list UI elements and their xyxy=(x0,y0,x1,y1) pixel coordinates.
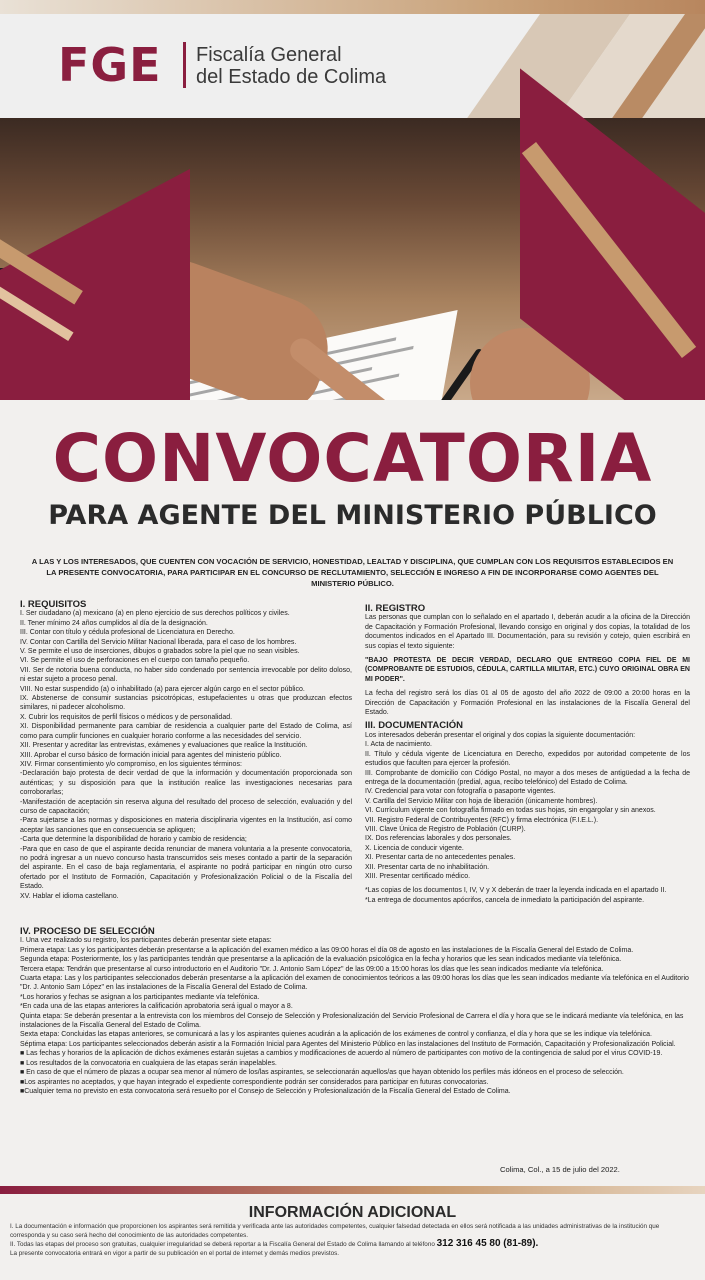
documento-item: XIII. Presentar certificado médico. xyxy=(365,872,471,880)
requisito-item: -Manifestación de aceptación sin reserva alguna del resultado del proceso de selección, evaluación y del curso de capacitación; xyxy=(20,798,352,815)
documentacion-note: *Las copias de los documentos I, IV, V y X deberán de traer la leyenda indicada en el apartado II. xyxy=(365,887,667,895)
info-heading: INFORMACIÓN ADICIONAL xyxy=(248,1204,457,1221)
requisitos-heading: I. REQUISITOS xyxy=(20,599,87,610)
requisitos-section xyxy=(20,600,352,901)
documento-item: XII. Presentar carta de no inhabilitación. xyxy=(365,863,490,871)
requisito-item: VIII. No estar suspendido (a) o inhabilitado (a) para ejercer algún cargo en el sector público. xyxy=(20,685,305,693)
requisito-item: XI. Disponibilidad permanente para cambiar de residencia a cualquier parte del Estado de Colima, así como para cumplir funciones en cualquier horario conforme a las necesidades del servicio. xyxy=(20,723,352,740)
requisito-item: I. Ser ciudadano (a) mexicano (a) en pleno ejercicio de sus derechos políticos y civiles. xyxy=(20,610,290,618)
requisito-item: IX. Abstenerse de consumir sustancias psicotrópicas, estupefacientes u otras que produzcan efectos similares, ni padecer alcoholismo. xyxy=(20,695,352,712)
logo-name-line1: Fiscalía General xyxy=(196,44,342,66)
requisito-item: -Carta que determine la disponibilidad de horario y cambio de residencia; xyxy=(20,836,247,844)
documento-item: X. Licencia de conducir vigente. xyxy=(365,844,464,852)
requisito-item: VII. Ser de notoria buena conducta, no haber sido condenado por sentencia irrevocable por delito doloso, ni estar sujeto a proceso penal. xyxy=(20,666,352,684)
documento-item: VII. Registro Federal de Contribuyentes (RFC) y firma electrónica (F.I.E.L.). xyxy=(365,816,599,824)
header-gold-band xyxy=(0,0,705,14)
requisito-item: III. Contar con título y cédula profesional de Licenciatura en Derecho. xyxy=(20,629,235,637)
info-line2: II. Todas las etapas del proceso son gratuitas, cualquier irregularidad se deberá reportar a la Fiscalía General del Estado de Colima llamando al teléfono xyxy=(10,1241,435,1249)
documento-item: IV. Credencial para votar con fotografía o pasaporte vigentes. xyxy=(365,788,556,796)
documento-item: III. Comprobante de domicilio con Código Postal, no mayor a dos meses de antigüedad a la fecha de entrega de la documentación (predial, agua, recibo telefónico) del Estado de Colima. xyxy=(365,769,690,786)
footer-gold-band xyxy=(0,1186,705,1194)
seleccion-item: ■Los aspirantes no aceptados, y que hayan integrado el expediente correspondiente podrán ser considerados para participar en futuras convocatorias. xyxy=(20,1078,489,1086)
documento-item: II. Título y cédula vigente de Licenciatura en Derecho, expedidos por autoridad competente de los estudios que faculten para ejercer la profesión. xyxy=(365,750,690,768)
documentacion-note: *La entrega de documentos apócrifos, cancela de inmediato la participación del aspirante. xyxy=(365,896,645,904)
page-subtitle: PARA AGENTE DEL MINISTERIO PÚBLICO xyxy=(48,500,657,531)
requisito-item: VI. Se permite el uso de perforaciones en el cuerpo con tamaño pequeño. xyxy=(20,657,250,665)
seleccion-heading: IV. PROCESO DE SELECCIÓN xyxy=(20,926,155,937)
seleccion-item: Primera etapa: Las y los participantes deberán presentarse a la aplicación del examen médico a las 09:00 horas el día 08 de agosto en las instalaciones de la Fiscalía General del Estado de Colima. xyxy=(20,946,634,954)
requisito-item: -Para sujetarse a las normas y disposiciones en materia disciplinaria vigentes en la Institución, así como aceptar las sanciones que en consecuencia se apliquen; xyxy=(20,817,352,834)
header xyxy=(0,0,705,120)
documento-item: XI. Presentar carta de no antecedentes penales. xyxy=(365,854,516,862)
requisito-item: -Para que en caso de que el aspirante decida renunciar de manera voluntaria a la presente convocatoria, no podrá ingresar a un nuevo concurso hasta transcurridos seis meses contado a partir de la separación del aspirante. En el caso de baja reglamentaria, el aspirante no podrá participar en ningún otro curso ofertado por el Instituto de Formación, Capacitación y Profesionalización Policial o de la Fiscalía del Estado. xyxy=(20,845,352,891)
logo-name xyxy=(196,44,386,88)
seleccion-item: Tercera etapa: Tendrán que presentarse al curso introductorio en el Auditorio "Dr. J. Antonio Sam López" de las 09:00 a 15:00 horas los días que les sean indicados mediante vía telefónica. xyxy=(20,965,604,973)
registro-heading: II. REGISTRO xyxy=(365,603,426,614)
registro-leyenda: "BAJO PROTESTA DE DECIR VERDAD, DECLARO QUE ENTREGO COPIA FIEL DE MI (COMPROBANTE DE ESTUDIOS, CÉDULA, CARTILLA MILITAR, ETC.) CUYO ORIGINAL OBRA EN MI PODER". xyxy=(365,657,690,683)
documento-item: IX. Dos referencias laborales y dos personales. xyxy=(365,835,512,843)
requisito-item: XIII. Aprobar el curso básico de formación inicial para agentes del ministerio público. xyxy=(20,751,282,759)
intro-text: A LAS Y LOS INTERESADOS, QUE CUENTEN CON VOCACIÓN DE SERVICIO, HONESTIDAD, LEALTAD Y DISCIPLINA, QUE CUMPLAN CON LOS REQUISITOS ESTABLECIDOS EN LA PRESENTE CONVOCATORIA, PARA PARTICIPAR EN EL CONCURSO DE RECLUTAMIENTO, SELECCIÓN E INGRESO A FIN DE INCORPORARSE COMO AGENTES DEL MINISTERIO PÚBLICO. xyxy=(31,557,674,588)
info-text xyxy=(10,1223,695,1258)
registro-fecha: La fecha del registro será los días 01 al 05 de agosto del año 2022 de 09:00 a 20:00 horas en la Dirección de Capacitación y Formación Profesional en las instalaciones de la Fiscalía General del Estado. xyxy=(365,690,690,717)
requisito-item: V. Se permite el uso de inserciones, dibujos o grabados sobre la piel que no sean visibles. xyxy=(20,648,300,656)
info-line1: I. La documentación e información que proporcionen los aspirantes será remitida y verificada ante las autoridades competentes, cualquier falsedad detectada en ellos será notificada a las unidades administrativas de la institución que corresponda y su caso será hecho del conocimiento de las autoridades competentes. xyxy=(10,1223,660,1239)
seleccion-item: Cuarta etapa: Las y los participantes seleccionados deberán presentarse a la aplicación del examen de conocimientos teóricos a las 09:00 horas los días que les sean indicados mediante vía telefónica en el Auditorio "Dr. J. Antonio Sam López" en las instalaciones de la Fiscalía General del Estado de Colima. xyxy=(20,975,689,992)
requisito-item: XV. Hablar el idioma castellano. xyxy=(20,892,119,900)
registro-text: Las personas que cumplan con lo señalado en el apartado I, deberán acudir a la oficina de la Dirección de Capacitación y Formación Profesional, llevando consigo en original y dos copias, la totalidad de los documentos indicados en el Apartado III. Documentación, para su revisión y cotejo, quien escribirá en sus copias el texto siguiente: xyxy=(365,614,690,650)
logo-acronym: FGE xyxy=(58,38,162,92)
requisito-item: IV. Contar con Cartilla del Servicio Militar Nacional liberada, para el caso de los hombres. xyxy=(20,638,297,646)
seleccion-item: Sexta etapa: Concluidas las etapas anteriores, se comunicará a las y los aspirantes quienes acudirán a la aplicación de los exámenes de control y confianza, el día y hora que se les indique vía telefónica. xyxy=(20,1031,652,1039)
documento-item: V. Cartilla del Servicio Militar con hoja de liberación (únicamente hombres). xyxy=(365,797,598,805)
page-title: CONVOCATORIA xyxy=(52,420,653,497)
seleccion-item: I. Una vez realizado su registro, los participantes deberán presentar siete etapas: xyxy=(20,937,272,945)
logo-name-line2: del Estado de Colima xyxy=(196,66,387,88)
documentacion-heading: III. DOCUMENTACIÓN xyxy=(365,720,463,732)
seleccion-item: *Los horarios y fechas se asignan a los participantes mediante vía telefónica. xyxy=(20,993,260,1001)
requisito-item: X. Cubrir los requisitos de perfil físicos o médicos y de personalidad. xyxy=(20,713,233,721)
seleccion-item: Quinta etapa: Se deberán presentar a la entrevista con los miembros del Consejo de Selección y Profesionalización del Servicio Profesional de Carrera el día y hora que se le indicará mediante vía telefónica, en las instalaciones de la Fiscalía General del Estado de Colima. xyxy=(20,1012,684,1030)
seleccion-item: *En cada una de las etapas anteriores la calificación aprobatoria será igual o mayor a 8. xyxy=(20,1003,293,1011)
seleccion-item: ■ Las fechas y horarios de la aplicación de dichos exámenes estarán sujetas a cambios y modificaciones de acuerdo al número de participantes con motivo de la contingencia de salud por el virus COVID-19. xyxy=(20,1050,663,1058)
info-line3: La presente convocatoria entrará en vigor a partir de su publicación en el portal de internet y demás medios previstos. xyxy=(10,1249,340,1257)
documento-item: VI. Currículum vigente con fotografía firmado en todas sus hojas, sin engargolar y sin anexos. xyxy=(365,807,656,815)
documentacion-intro: Los interesados deberán presentar el original y dos copias la siguiente documentación: xyxy=(365,731,636,739)
requisito-item: -Declaración bajo protesta de decir verdad de que la información y documentación proporcionada son auténticas; y su disposición para que la institución realice las investigaciones necesarias para corroborarlas; xyxy=(20,770,352,797)
registro-section xyxy=(365,604,690,905)
seleccion-item: ■ Los resultados de la convocatoria en cualquiera de las etapas serán inapelables. xyxy=(20,1059,277,1067)
requisito-item: II. Tener mínimo 24 años cumplidos al día de la designación. xyxy=(20,619,208,627)
info-phone: 312 316 45 80 (81-89). xyxy=(436,1238,539,1250)
requisito-item: XII. Presentar y acreditar las entrevistas, exámenes y evaluaciones que realice la Institución. xyxy=(20,742,308,750)
documento-item: VIII. Clave Única de Registro de Población (CURP). xyxy=(365,825,526,833)
logo-divider xyxy=(183,42,186,88)
seleccion-item: Séptima etapa: Los participantes seleccionados deberán asistir a la Formación Inicial para Agentes del Ministerio Público en las instalaciones del Instituto de Formación, Capacitación y Profesionalización Policial. xyxy=(20,1040,676,1048)
seleccion-item: ■Cualquier tema no previsto en esta convocatoria será resuelto por el Consejo de Selección y Profesionalización de la Fiscalía General del Estado de Colima. xyxy=(20,1087,511,1095)
issue-date: Colima, Col., a 15 de julio del 2022. xyxy=(500,1165,620,1174)
documento-item: I. Acta de nacimiento. xyxy=(365,741,432,749)
seleccion-section xyxy=(20,927,690,1096)
seleccion-item: Segunda etapa: Posteriormente, los y las participantes tendrán que presentarse a la aplicación de la evaluación psicológica en la fecha y horarios que les sean indicados mediante vía telefónica. xyxy=(20,956,622,964)
seleccion-item: ■ En caso de que el número de plazas a ocupar sea menor al número de los/las aspirantes, se seleccionarán aquellos/as que hayan obtenido los perfiles más idóneos en el proceso de selección. xyxy=(20,1069,624,1077)
requisito-item: XIV. Firmar consentimiento y/o compromiso, en los siguientes términos: xyxy=(20,760,242,768)
